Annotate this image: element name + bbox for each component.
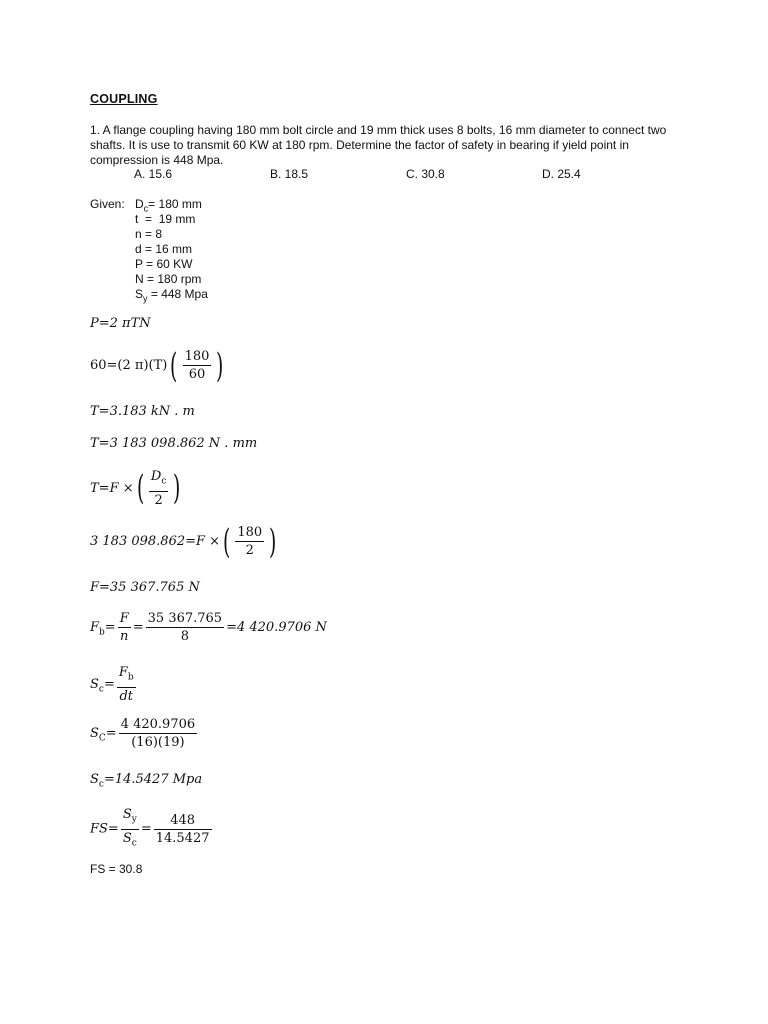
problem-statement: 1. A flange coupling having 180 mm bolt circle and 19 mm thick uses 8 bolts, 16 mm diameter to connect two shafts. It is use to transmit 60 KW at 180 rpm. Determine the factor of safety in bearing if yield point in compression is 448 Mpa.	[90, 123, 667, 167]
choice-d: D. 25.4	[542, 167, 581, 181]
given-item-n: n = 8	[135, 227, 163, 241]
final-answer: FS = 30.8	[90, 862, 143, 876]
equation-bolt-force: $F_b=$ $\frac{F}{n}$ = $\frac{35 367.765}{8}$ =4 420.9706 N	[90, 611, 327, 644]
choice-b: B. 18.5	[270, 167, 309, 181]
equation-stress-formula: $S_c=$ $\frac{F_b}{dt}$	[90, 665, 134, 704]
equation-torque-force: T=F ×( $\frac{D_c}{2}$ )	[90, 468, 181, 509]
given-label: Given:	[90, 197, 125, 211]
given-item-speed: N = 180 rpm	[135, 272, 202, 286]
given-item-sy: $S_y = 448$ Mpa	[135, 287, 208, 304]
given-item-dc: $D_c= 180$ mm	[135, 197, 202, 214]
equation-force-result: F=35 367.765 N	[90, 580, 200, 595]
choice-c: C. 30.8	[406, 167, 445, 181]
equation-stress-sub: $S_C=$ $\frac{4 420.9706}{(16)(19)}$	[90, 717, 196, 750]
given-item-p: P = 60 KW	[135, 257, 193, 271]
equation-torque-nmm: T=3 183 098.862 N . mm	[90, 436, 258, 451]
equation-torque-sub: 60=(2 π)(T)( $\frac{180}{60}$ )	[90, 345, 224, 386]
equation-factor-of-safety: FS= $\frac{S_y}{S_c}$ = $\frac{448}{14.5427}$	[90, 807, 210, 849]
equation-force-sub: 3 183 098.862=F ×( $\frac{180}{2}$ )	[90, 521, 277, 562]
equation-stress-result: $S_c=14.5427$ Mpa	[90, 772, 203, 790]
section-heading: COUPLING	[90, 92, 158, 106]
given-item-t: t = 19 mm	[135, 212, 196, 226]
given-item-d: d = 16 mm	[135, 242, 193, 256]
equation-power: P=2 πTN	[90, 316, 151, 331]
choice-a: A. 15.6	[134, 167, 173, 181]
equation-torque-knm: T=3.183 kN . m	[90, 404, 195, 419]
